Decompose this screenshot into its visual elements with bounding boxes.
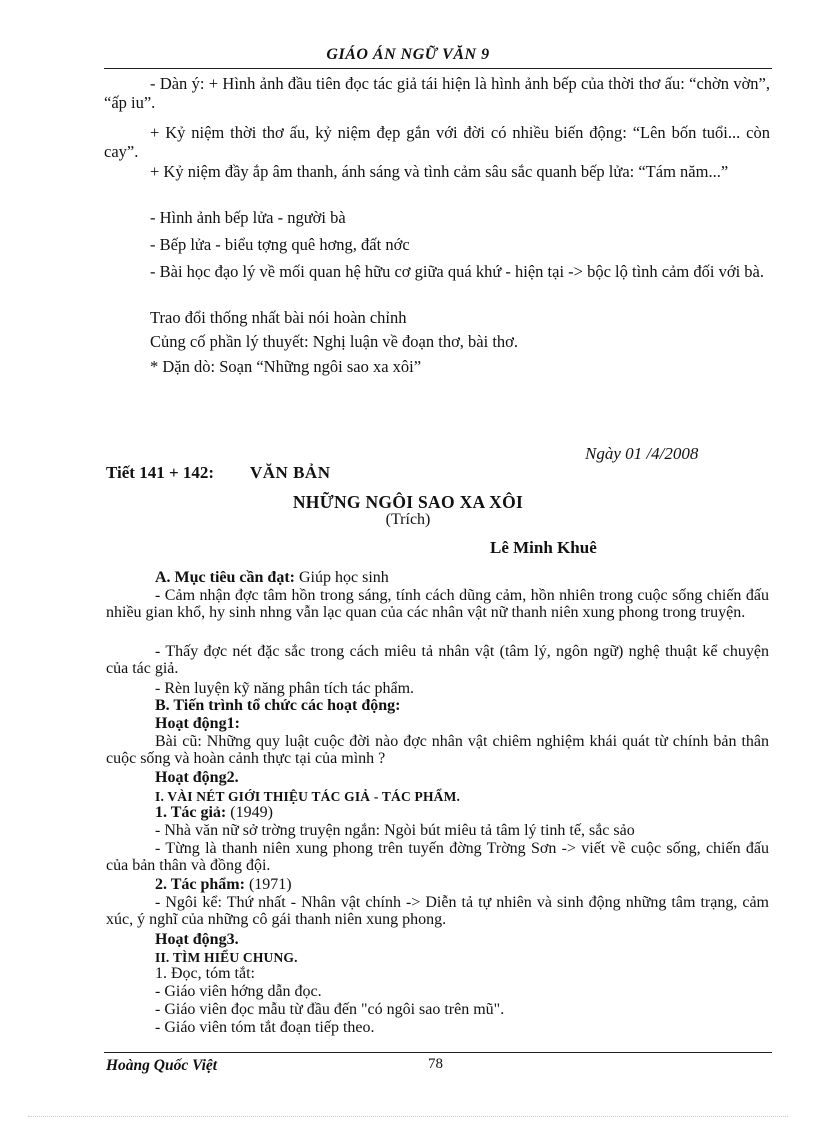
lesson-author: Lê Minh Khuê — [490, 538, 597, 557]
lesson-excerpt: (Trích) — [385, 511, 431, 528]
consolidation-line: Củng cố phần lý thuyết: Nghị luận về đoạn thơ, bài thơ. — [150, 332, 519, 351]
lesson-title: NHỮNG NGÔI SAO XA XÔI — [292, 492, 524, 512]
work-detail: - Ngôi kể: Thứ nhất - Nhân vật chính -> Diễn tả tự nhiên và sinh động những tâm trạng, cảm xúc, ý nghĩ của những cô gái thanh niên xung phong. — [106, 894, 769, 928]
objectives-heading-line — [155, 569, 389, 586]
activity-2-heading: Hoạt động2. — [155, 769, 239, 786]
work-heading: 2. Tác phẩm: — [155, 876, 245, 893]
lesson-date: Ngày 01 /4/2008 — [585, 444, 699, 463]
author-heading: 1. Tác giả: — [155, 804, 227, 821]
objectives-intro: Giúp học sinh — [294, 569, 389, 586]
author-detail-2: - Từng là thanh niên xung phong trên tuyến đờng Trờng Sơn -> viết về cuộc sống, chiến đấu của bản thân và đồng đội. — [106, 840, 769, 874]
reading-line-1: 1. Đọc, tóm tắt: — [155, 965, 255, 982]
footer-name: Hoàng Quốc Việt — [106, 1057, 218, 1074]
reading-line-4: - Giáo viên tóm tắt đoạn tiếp theo. — [155, 1019, 375, 1036]
exchange-line: Trao đổi thống nhất bài nói hoàn chỉnh — [150, 308, 407, 327]
outline-line: - Dàn ý: + Hình ảnh đầu tiên đọc tác giả tái hiện là hình ảnh bếp của thời thơ ấu: “chờn vờn”, “ấp iu”. — [104, 74, 770, 112]
memory-line-2: + Kỷ niệm đầy ắp âm thanh, ánh sáng và tình cảm sâu sắc quanh bếp lửa: “Tám năm...” — [150, 162, 729, 181]
process-heading: B. Tiến trình tổ chức các hoạt động: — [155, 697, 401, 714]
page-number: 78 — [428, 1056, 443, 1072]
lesson-type: VĂN BẢN — [250, 463, 331, 482]
activity-1-heading: Hoạt động1: — [155, 715, 240, 732]
work-heading-line — [155, 876, 292, 893]
section-1-heading: I. VÀI NÉT GIỚI THIỆU TÁC GIẢ - TÁC PHẨM. — [155, 789, 461, 804]
section-2-heading: II. TÌM HIỂU CHUNG. — [155, 950, 298, 965]
header-title: GIÁO ÁN NGỮ VĂN 9 — [326, 46, 490, 63]
symbol-line: - Bếp lửa - biểu tợng quê hơng, đất nớc — [150, 235, 410, 254]
old-lesson-question: Bài cũ: Những quy luật cuộc đời nào đợc nhân vật chiêm nghiệm khái quát từ chính bản thân cuộc sống và hoàn cảnh thực tại của mình ? — [106, 733, 769, 767]
bottom-dotted-edge — [28, 1116, 788, 1117]
footer-rule — [104, 1052, 772, 1053]
activity-3-heading: Hoạt động3. — [155, 931, 239, 948]
reading-line-2: - Giáo viên hớng dẫn đọc. — [155, 983, 322, 1000]
lesson-moral-line: - Bài học đạo lý về mối quan hệ hữu cơ giữa quá khứ - hiện tại -> bộc lộ tình cảm đối với bà. — [150, 262, 764, 281]
image-line: - Hình ảnh bếp lửa - người bà — [150, 208, 346, 227]
objective-item-2: - Thấy đợc nét đặc sắc trong cách miêu tả nhân vật (tâm lý, ngôn ngữ) nghệ thuật kể chuyện của tác giả. — [106, 643, 769, 677]
memory-line-1: + Kỷ niệm thời thơ ấu, kỷ niệm đẹp gắn với đời có nhiều biến động: “Lên bốn tuổi... còn cay”. — [104, 123, 770, 161]
author-heading-line — [155, 804, 273, 821]
work-year: (1971) — [244, 876, 292, 893]
objectives-heading: A. Mục tiêu cần đạt: — [155, 569, 295, 586]
reading-line-3: - Giáo viên đọc mẫu từ đầu đến "có ngôi sao trên mũ". — [155, 1001, 505, 1018]
objective-item-3: - Rèn luyện kỹ năng phân tích tác phẩm. — [155, 680, 415, 697]
objective-item-1: - Cảm nhận đợc tâm hồn trong sáng, tính cách dũng cảm, hồn nhiên trong cuộc sống chiến đấu nhiều gian khổ, hy sinh nhng vẫn lạc quan của các nhân vật nữ thanh niên xung phong trong truyện. — [106, 587, 769, 621]
homework-line: * Dặn dò: Soạn “Những ngôi sao xa xôi” — [150, 357, 422, 376]
author-detail-1: - Nhà văn nữ sở trờng truyện ngắn: Ngòi bút miêu tả tâm lý tinh tế, sắc sảo — [155, 822, 635, 839]
author-year: (1949) — [226, 804, 273, 821]
header-rule — [104, 68, 772, 69]
lesson-period: Tiết 141 + 142: — [106, 463, 215, 482]
